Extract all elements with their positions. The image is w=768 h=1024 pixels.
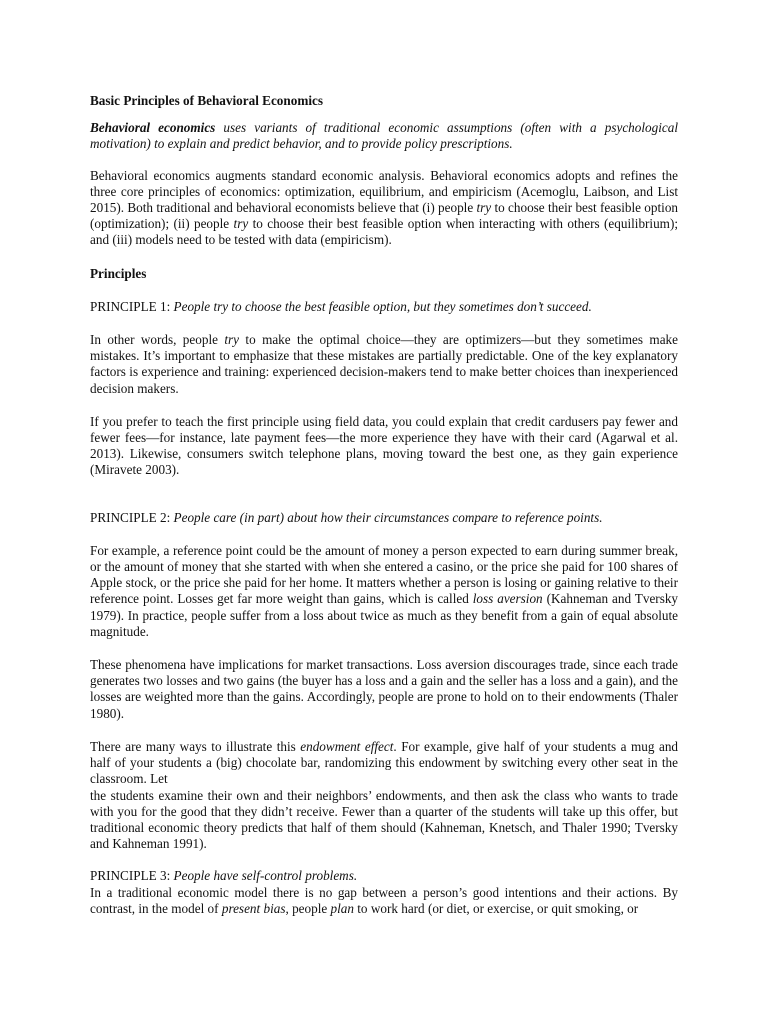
p2-para3-text-2: . For example, give half of your students a mug and half of your students a (big) chocolate bar, randomizing this endowment by switching every other seat in the classroom. Let — [90, 738, 679, 787]
intro-paragraph — [90, 168, 678, 249]
p2-para3-emphasis: endowment effect — [300, 738, 394, 754]
principles-heading: Principles — [90, 265, 147, 281]
p2-para3-text-1: There are many ways to illustrate this — [90, 738, 301, 754]
p1-para1-text-1: In other words, people — [90, 332, 225, 348]
p3-para1-text-2: , people — [285, 900, 331, 916]
principle-2-paragraph-2: These phenomena have implications for market transactions. Loss aversion discourages trade, since each trade generates two losses and two gains (the buyer has a loss and a gain and the seller has a loss and a gain), and the losses are weighted more than the gains. Accordingly, people are prone to hold on to their endowments (Thaler 1980). — [90, 657, 678, 721]
p1-para1-text-2: to make the optimal choice—they are optimizers—but they sometimes make mistakes. It’s important to emphasize that these mistakes are partially predictable. One of the key explanatory factors is experience and training: experienced decision-makers tend to make better choices than inexperienced decision makers. — [90, 332, 678, 396]
p3-para1-emphasis-2: plan — [330, 900, 354, 916]
intro-emphasis-2: try — [233, 216, 249, 232]
principle-3-label: PRINCIPLE 3: — [90, 868, 174, 884]
defined-term: Behavioral economics — [90, 120, 216, 136]
principle-2-label: PRINCIPLE 2: — [90, 509, 174, 525]
principle-1-statement — [90, 299, 678, 315]
principle-1-paragraph-2: If you prefer to teach the first principle using field data, you could explain that credit cardusers pay fewer and fewer fees—for instance, late payment fees—the more experience they have with their card (Agarwal et al. 2013). Likewise, consumers switch telephone plans, moving toward the best one, as they gain experience (Miravete 2003). — [90, 413, 678, 478]
intro-text-1: Behavioral economics augments standard economic analysis. Behavioral economics adopts and refines the three core principles of economics: optimization, equilibrium, and empiricism (Acemoglu, Laibson, and List 2015). Both traditional and behavioral economists believe that (i) people — [90, 167, 678, 216]
p2-para1-text-1: For example, a reference point could be the amount of money a person expected to earn during summer break, or the amount of money that she started with when she entered a casino, or the price she paid for 100 shares of Apple stock, or the price she paid for her home. It matters whether a person is losing or gaining relative to their reference point. Losses get far more weight than gains, which is called — [90, 542, 678, 607]
principle-2-paragraph-4: the students examine their own and their neighbors’ endowments, and then ask the class who wants to trade with you for the good that they didn’t receive. Fewer than a quarter of the students will take up this offer, but traditional economic theory predicts that half of them should (Kahneman, Knetsch, and Thaler 1990; Tversky and Kahneman 1991). — [90, 787, 678, 852]
document-body — [90, 93, 678, 917]
p3-para1-text-3: to work hard (or diet, or exercise, or quit smoking, or — [353, 900, 639, 916]
definition-paragraph — [90, 120, 678, 152]
p1-para1-emphasis: try — [224, 332, 240, 348]
intro-text-2: to choose their best feasible option (optimization); (ii) people — [90, 200, 679, 232]
principle-3-text: People have self-control problems. — [173, 868, 358, 884]
principle-2-paragraph-3 — [90, 739, 678, 788]
intro-emphasis-1: try — [476, 200, 492, 216]
principle-1-label: PRINCIPLE 1: — [90, 298, 174, 314]
principle-3-statement — [90, 868, 678, 884]
p2-para1-emphasis: loss aversion — [472, 591, 543, 607]
principle-1-text: People try to choose the best feasible option, but they sometimes don’t succeed. — [173, 298, 592, 314]
principle-1-paragraph-1 — [90, 332, 678, 397]
definition-text: uses variants of traditional economic assumptions (often with a psychological motivation) to explain and predict behavior, and to provide policy prescriptions. — [90, 120, 678, 152]
principle-3-paragraph-1 — [90, 885, 678, 917]
intro-text-3: to choose their best feasible option when interacting with others (equilibrium); and (iii) models need to be tested with data (empiricism). — [90, 216, 678, 248]
p2-para1-text-2: (Kahneman and Tversky 1979). In practice, people suffer from a loss about twice as much as they benefit from a gain of equal absolute magnitude. — [90, 591, 679, 639]
p3-para1-emphasis-1: present bias — [221, 900, 286, 916]
principle-2-paragraph-1 — [90, 543, 678, 640]
principle-2-statement — [90, 510, 678, 526]
page-title: Basic Principles of Behavioral Economics — [90, 93, 323, 108]
principle-2-text: People care (in part) about how their circumstances compare to reference points. — [173, 509, 603, 525]
p3-para1-text-1: In a traditional economic model there is no gap between a person’s good intentions and their actions. By contrast, in the model of — [90, 884, 678, 916]
